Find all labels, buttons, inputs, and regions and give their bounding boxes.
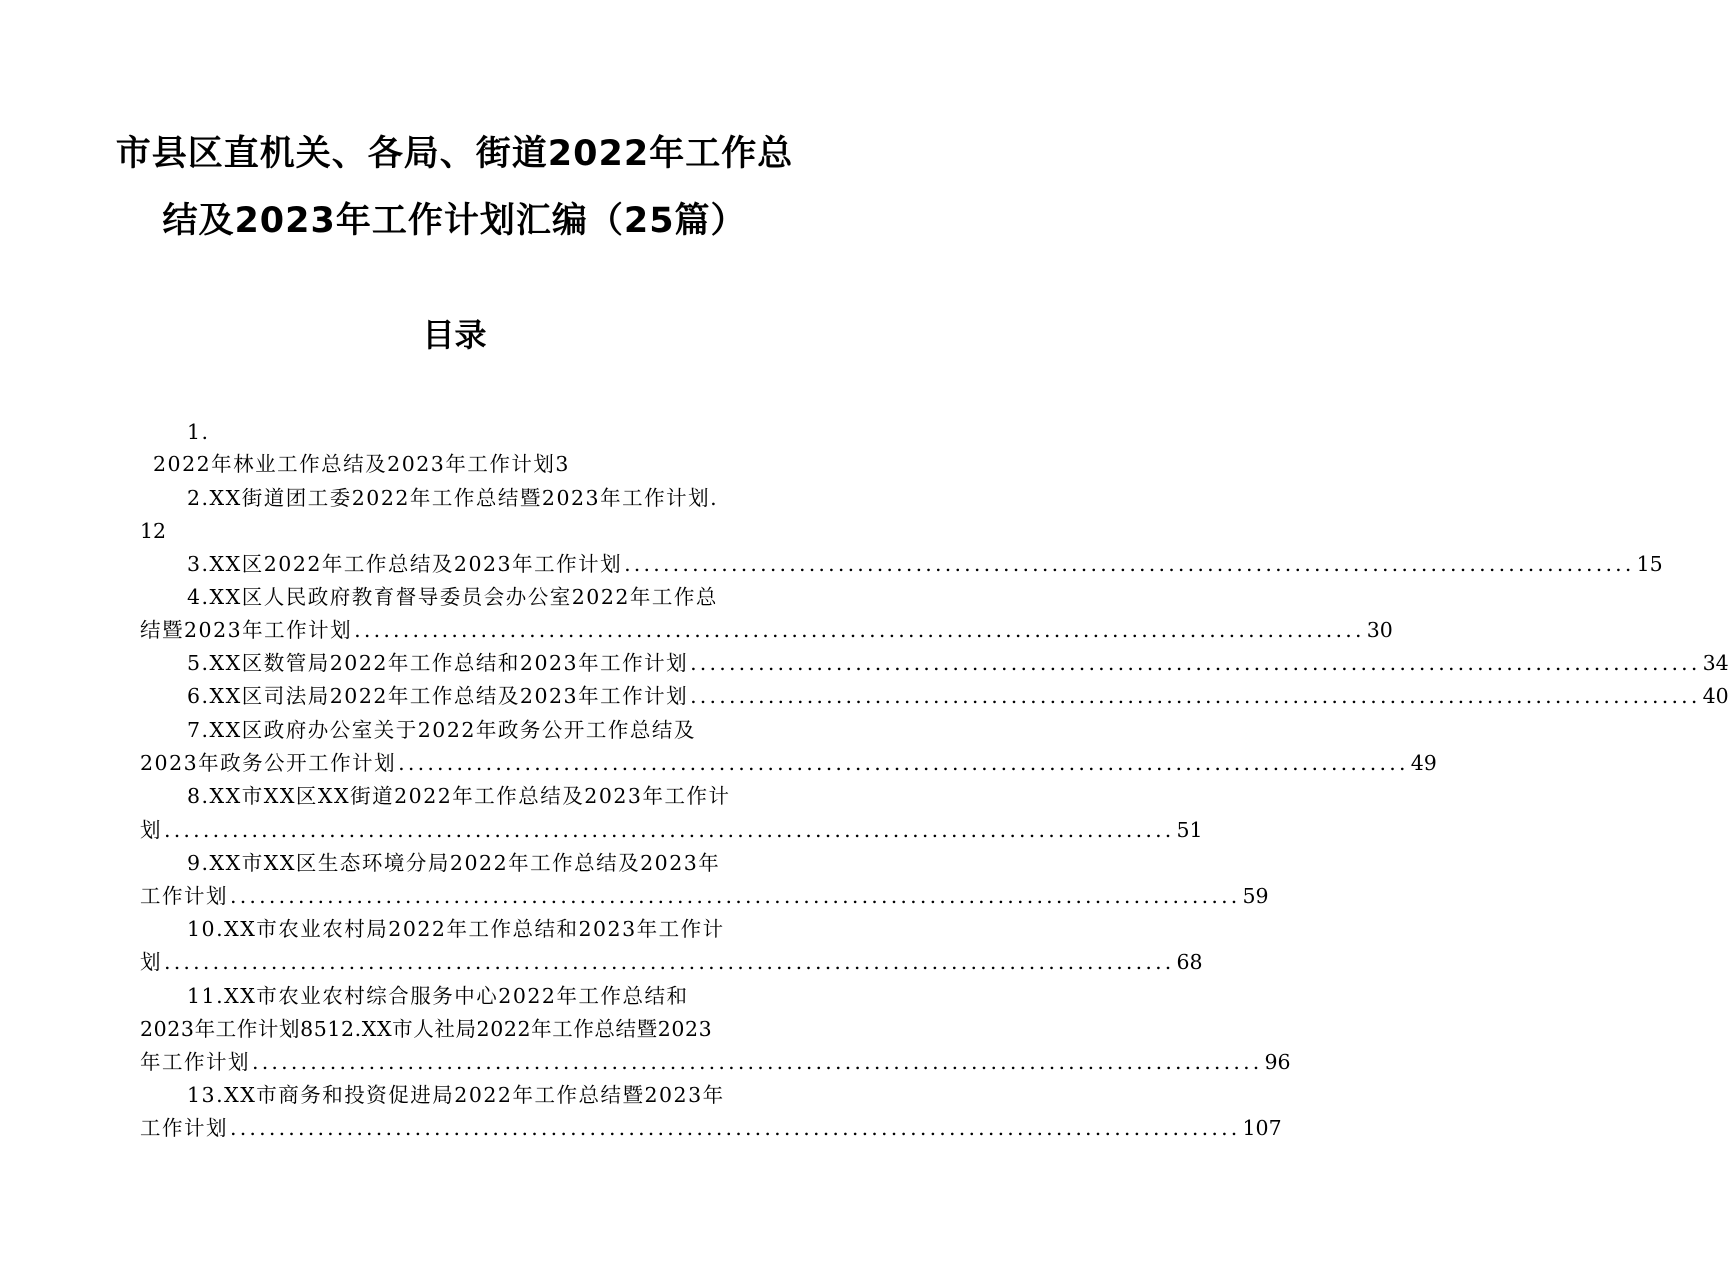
toc-entry-8[interactable] — [187, 783, 730, 809]
toc-entry-6[interactable] — [187, 683, 1729, 709]
toc-leader-dots: ........................................................................................................ — [230, 1116, 1241, 1140]
toc-page-number: 30 — [1366, 618, 1393, 642]
toc-entry-text: 2022年林业工作总结及2023年工作计划3 — [153, 452, 570, 476]
toc-entry-1-number — [187, 419, 210, 445]
toc-page-number: 59 — [1242, 884, 1269, 908]
toc-leader-dots: ........................................................................................................ — [230, 884, 1241, 908]
document-title-line-1: 市县区直机关、各局、街道2022年工作总 — [115, 134, 794, 174]
toc-page-number: 107 — [1242, 1116, 1282, 1140]
toc-entry-text: 3.XX区2022年工作总结及2023年工作计划 — [187, 552, 623, 576]
toc-entry-3[interactable] — [187, 551, 1663, 577]
toc-page-number: 96 — [1264, 1050, 1291, 1074]
toc-leader-dots: ........................................................................................................ — [164, 818, 1175, 842]
toc-entry-5[interactable] — [187, 650, 1729, 676]
toc-entry-text: 2023年政务公开工作计划 — [140, 751, 397, 775]
toc-entry-text: 9.XX市XX区生态环境分局2022年工作总结及2023年 — [187, 851, 721, 875]
toc-entry-2[interactable] — [187, 485, 718, 511]
toc-entry-11-cont — [140, 1016, 712, 1042]
toc-entry-12-cont[interactable] — [140, 1049, 1291, 1075]
toc-entry-2-page-line — [140, 518, 166, 544]
toc-entry-text: 工作计划 — [140, 1116, 228, 1140]
toc-entry-text: 2023年工作计划8512.XX市人社局2022年工作总结暨2023 — [140, 1017, 713, 1041]
document-title-line-2: 结及2023年工作计划汇编（25篇） — [162, 201, 747, 241]
toc-entry-text: 13.XX市商务和投资促进局2022年工作总结暨2023年 — [187, 1083, 725, 1107]
toc-page-number: 68 — [1176, 950, 1203, 974]
toc-entry-10[interactable] — [187, 916, 725, 942]
toc-entry-text: 结暨2023年工作计划 — [140, 618, 353, 642]
toc-leader-dots: ........................................................................................................ — [354, 618, 1365, 642]
toc-page-number: 34 — [1702, 651, 1729, 675]
toc-entry-13-cont — [140, 1115, 1282, 1141]
toc-leader-dots: ........................................................................................................ — [624, 552, 1635, 576]
toc-page-number: 51 — [1176, 818, 1203, 842]
toc-entry-1[interactable] — [153, 451, 570, 477]
toc-page-number: 15 — [1636, 552, 1663, 576]
toc-entry-text: 5.XX区数管局2022年工作总结和2023年工作计划 — [187, 651, 689, 675]
toc-page-number: 49 — [1410, 751, 1437, 775]
toc-entry-text: 年工作计划 — [140, 1050, 250, 1074]
toc-leader-dots: ........................................................................................................ — [252, 1050, 1263, 1074]
toc-entry-10-cont — [140, 949, 1203, 975]
toc-entry-text: 工作计划 — [140, 884, 228, 908]
toc-entry-8-cont — [140, 817, 1203, 843]
toc-entry-11[interactable] — [187, 983, 688, 1009]
toc-page-number: 40 — [1702, 684, 1729, 708]
toc-entry-number: 1. — [187, 420, 210, 444]
toc-entry-text: 6.XX区司法局2022年工作总结及2023年工作计划 — [187, 684, 689, 708]
toc-leader-dots: ........................................................................................................ — [398, 751, 1409, 775]
toc-leader-dots: ........................................................................................................ — [164, 950, 1175, 974]
toc-entry-text: 8.XX市XX区XX街道2022年工作总结及2023年工作计 — [187, 784, 731, 808]
toc-entry-text: 4.XX区人民政府教育督导委员会办公室2022年工作总 — [187, 585, 718, 609]
toc-entry-text: 11.XX市农业农村综合服务中心2022年工作总结和 — [187, 984, 689, 1008]
toc-leader-dots: ........................................................................................................ — [690, 684, 1701, 708]
toc-entry-7[interactable] — [187, 717, 696, 743]
toc-entry-text: 划 — [140, 818, 162, 842]
toc-entry-9[interactable] — [187, 850, 720, 876]
toc-entry-4[interactable] — [187, 584, 718, 610]
toc-heading: 目录 — [422, 316, 487, 354]
toc-page-number: 12 — [140, 519, 167, 543]
toc-entry-text: 7.XX区政府办公室关于2022年政务公开工作总结及 — [187, 718, 696, 742]
toc-entry-7-cont — [140, 750, 1437, 776]
toc-entry-text: 2.XX街道团工委2022年工作总结暨2023年工作计划. — [187, 486, 719, 510]
toc-leader-dots: ........................................................................................................ — [690, 651, 1701, 675]
toc-entry-text: 划 — [140, 950, 162, 974]
toc-entry-13[interactable] — [187, 1082, 725, 1108]
toc-entry-4-cont — [140, 617, 1393, 643]
toc-entry-9-cont — [140, 883, 1269, 909]
toc-entry-text: 10.XX市农业农村局2022年工作总结和2023年工作计 — [187, 917, 725, 941]
